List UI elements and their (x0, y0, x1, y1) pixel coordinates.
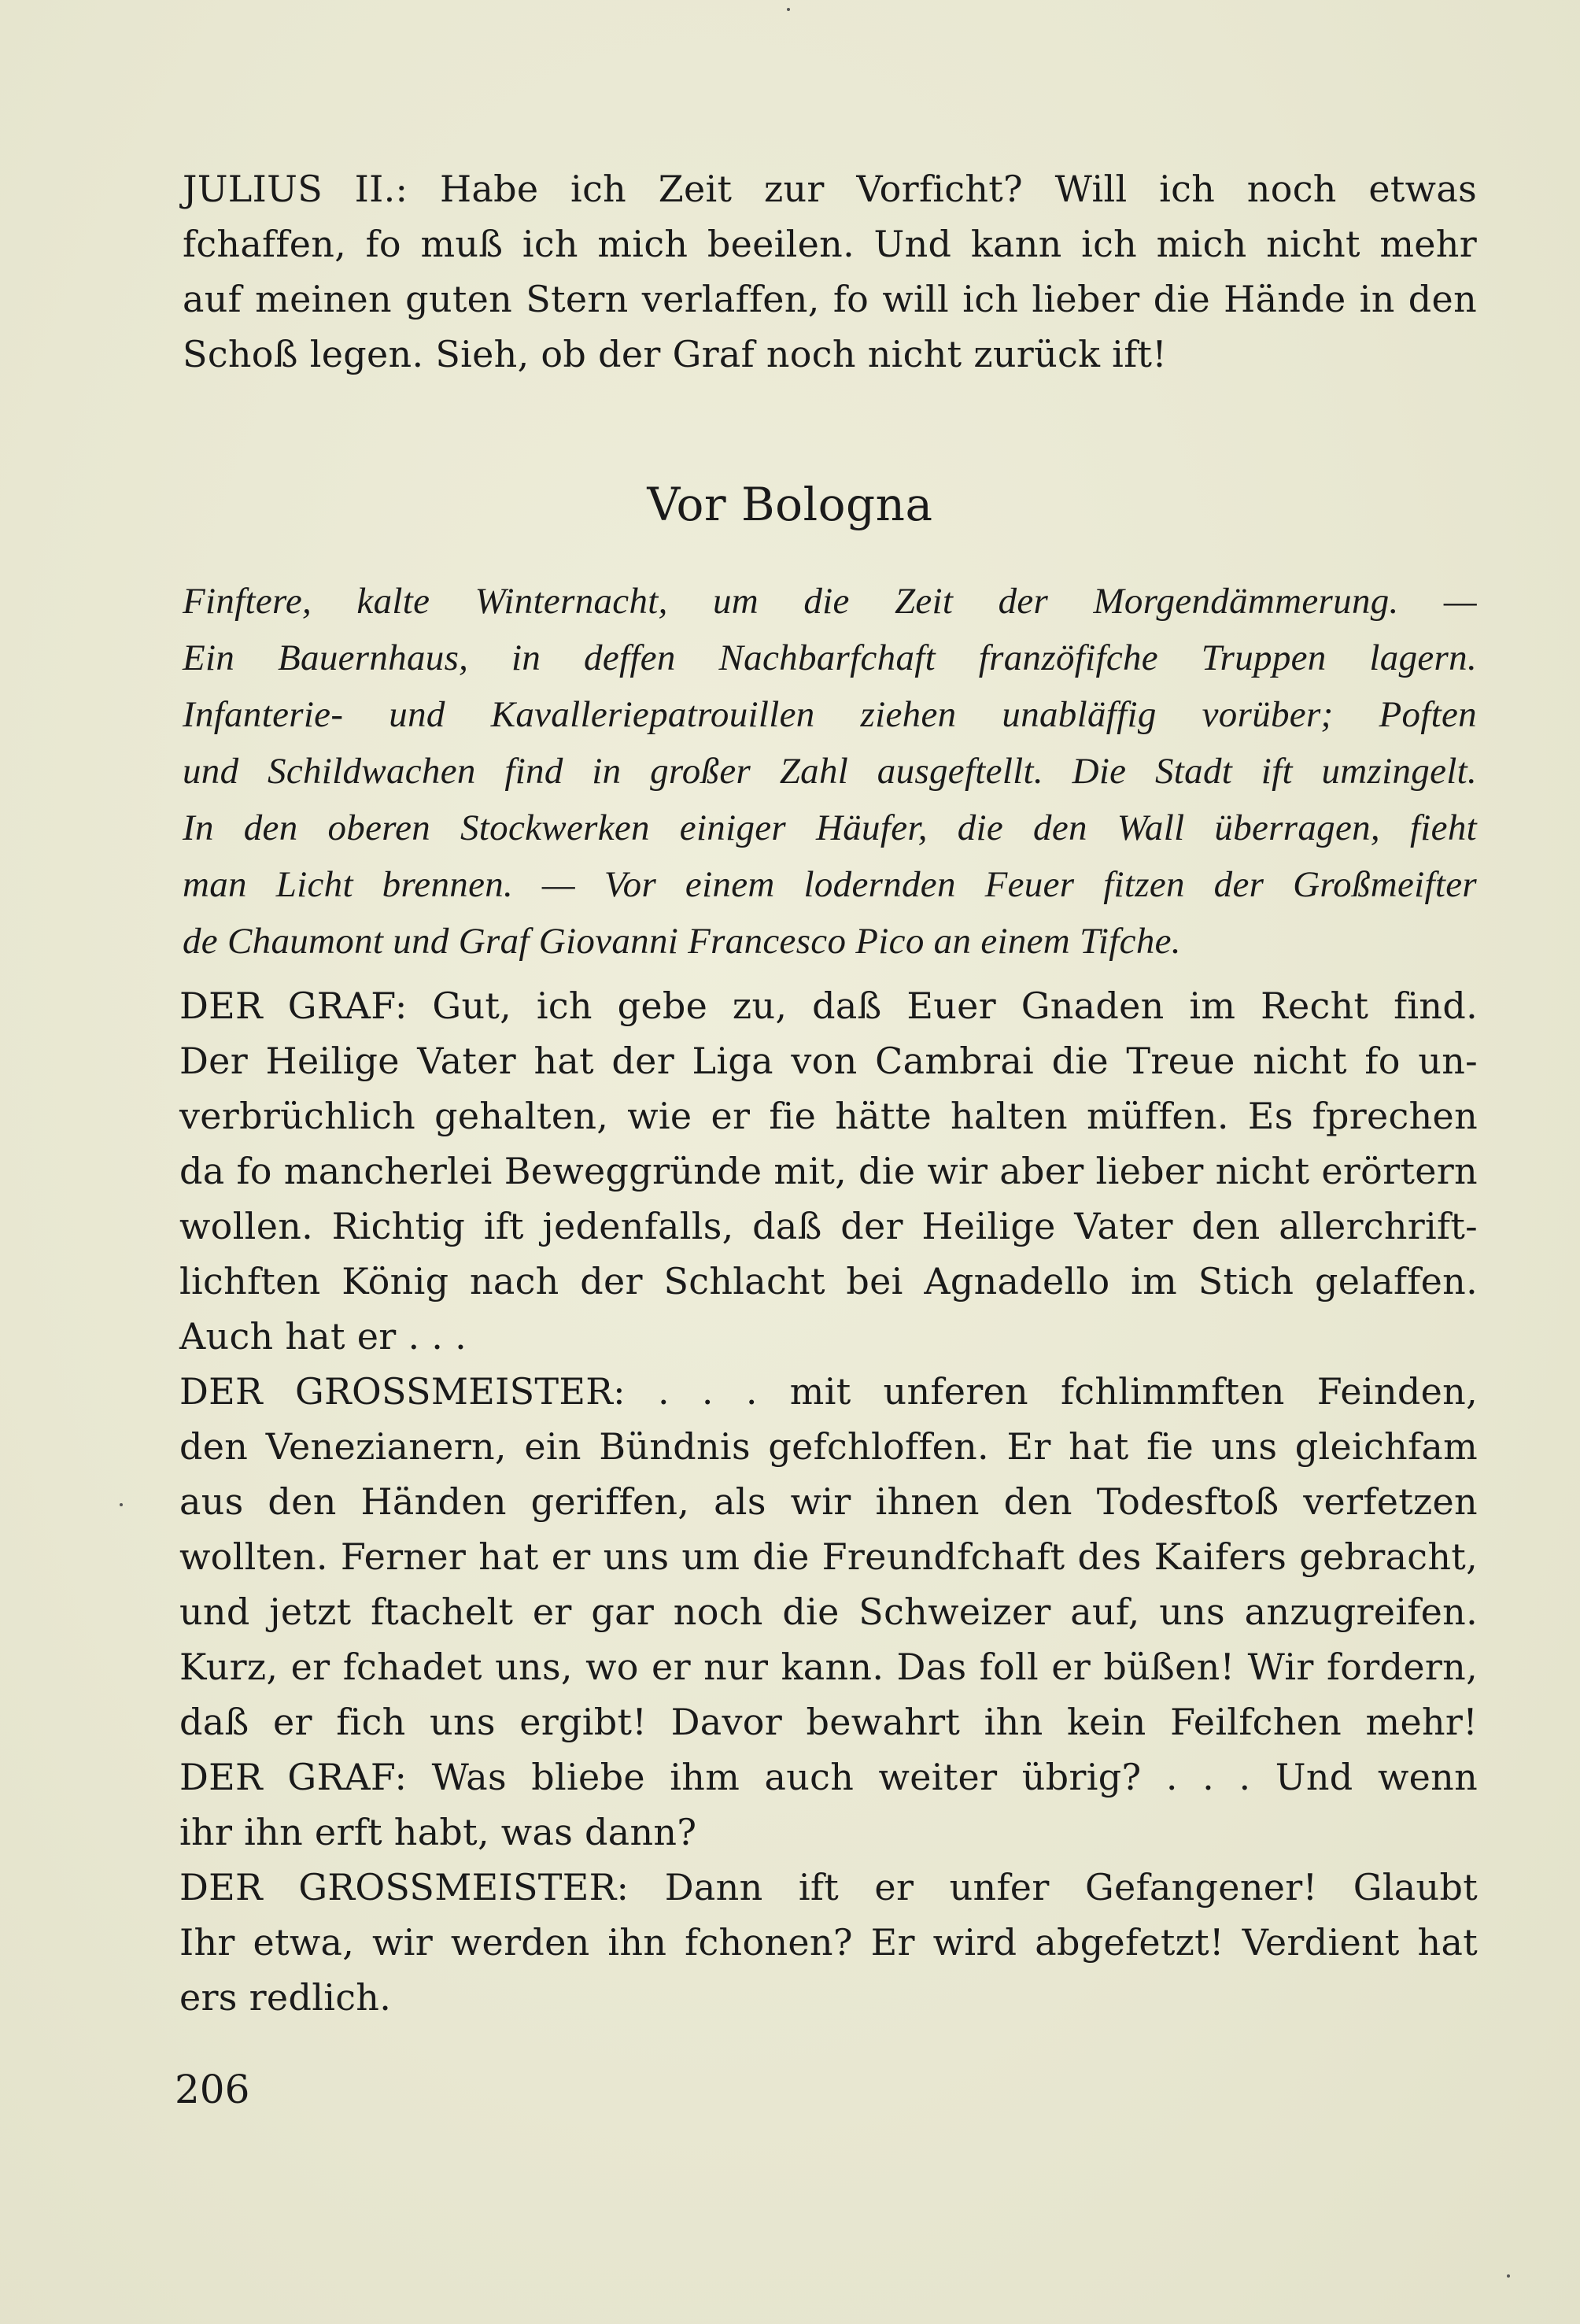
text-line: Der Heilige Vater hat der Liga von Cambrai die Treue nicht fo un- (179, 1040, 1478, 1082)
text-line: lichften König nach der Schlacht bei Agnadello im Stich gelaffen. (179, 1260, 1478, 1302)
text-line: fchaffen, fo muß ich mich beeilen. Und kann ich mich nicht mehr (183, 223, 1477, 265)
section-heading: Vor Bologna (647, 478, 933, 531)
text-line: In den oberen Stockwerken einiger Häufer, die den Wall überragen, fieht (183, 807, 1477, 848)
text-line: DER GROSSMEISTER: . . . mit unferen fchlimmften Feinden, (179, 1370, 1478, 1413)
text-line: DER GRAF: Was bliebe ihm auch weiter übrig? . . . Und wenn (179, 1756, 1478, 1798)
text-line: verbrüchlich gehalten, wie er fie hätte halten müffen. Es fprechen (179, 1095, 1478, 1137)
text-line: de Chaumont und Graf Giovanni Francesco Pico an einem Tifche. (183, 921, 1181, 962)
text-line: DER GROSSMEISTER: Dann ift er unfer Gefangener! Glaubt (179, 1866, 1478, 1908)
text-line: und jetzt ftachelt er gar noch die Schweizer auf, uns anzugreifen. (179, 1591, 1478, 1633)
dialogue (179, 978, 1478, 2025)
text-line: ers redlich. (179, 1976, 392, 2019)
text-line: Finftere, kalte Winternacht, um die Zeit der Morgendämmerung. — (183, 581, 1477, 622)
text-line: Ihr etwa, wir werden ihn fchonen? Er wird abgefetzt! Verdient hat (179, 1921, 1478, 1964)
text-line: Auch hat er . . . (179, 1315, 467, 1358)
text-line: den Venezianern, ein Bündnis gefchloffen. Er hat fie uns gleichfam (179, 1425, 1478, 1468)
text-line: DER GRAF: Gut, ich gebe zu, daß Euer Gnaden im Recht find. (179, 985, 1478, 1027)
text-line: wollten. Ferner hat er uns um die Freundfchaft des Kaifers gebracht, (179, 1535, 1478, 1578)
text-line: auf meinen guten Stern verlaffen, fo will ich lieber die Hände in den (183, 278, 1477, 320)
text-line: Infanterie- und Kavalleriepatrouillen ziehen unabläffig vorüber; Poften (183, 694, 1477, 735)
top-paragraph (183, 161, 1477, 382)
text-line: wollen. Richtig ift jedenfalls, daß der Heilige Vater den allerchrift- (179, 1205, 1478, 1247)
text-line: man Licht brennen. — Vor einem lodernden Feuer fitzen der Großmeifter (183, 864, 1477, 905)
text-line: daß er fich uns ergibt! Davor bewahrt ihn kein Feilfchen mehr! (179, 1701, 1478, 1743)
paper-speck (787, 8, 790, 11)
text-line: Kurz, er fchadet uns, wo er nur kann. Das foll er büßen! Wir fordern, (179, 1646, 1478, 1688)
paper-speck (120, 1503, 123, 1506)
paper-speck (1507, 2274, 1510, 2278)
text-line: Ein Bauernhaus, in deffen Nachbarfchaft franzöfifche Truppen lagern. (183, 637, 1477, 678)
text-line: da fo mancherlei Beweggründe mit, die wir aber lieber nicht erörtern (179, 1150, 1478, 1192)
text-line: und Schildwachen find in großer Zahl ausgeftellt. Die Stadt ift umzingelt. (183, 751, 1477, 792)
text-line: JULIUS II.: Habe ich Zeit zur Vorficht? Will ich noch etwas (183, 168, 1477, 210)
page-number: 206 (175, 2067, 250, 2112)
text-line: aus den Händen geriffen, als wir ihnen den Todesftoß verfetzen (179, 1480, 1478, 1523)
stage-direction (183, 573, 1477, 970)
text-line: Schoß legen. Sieh, ob der Graf noch nicht zurück ift! (183, 333, 1168, 375)
text-line: ihr ihn erft habt, was dann? (179, 1811, 697, 1853)
